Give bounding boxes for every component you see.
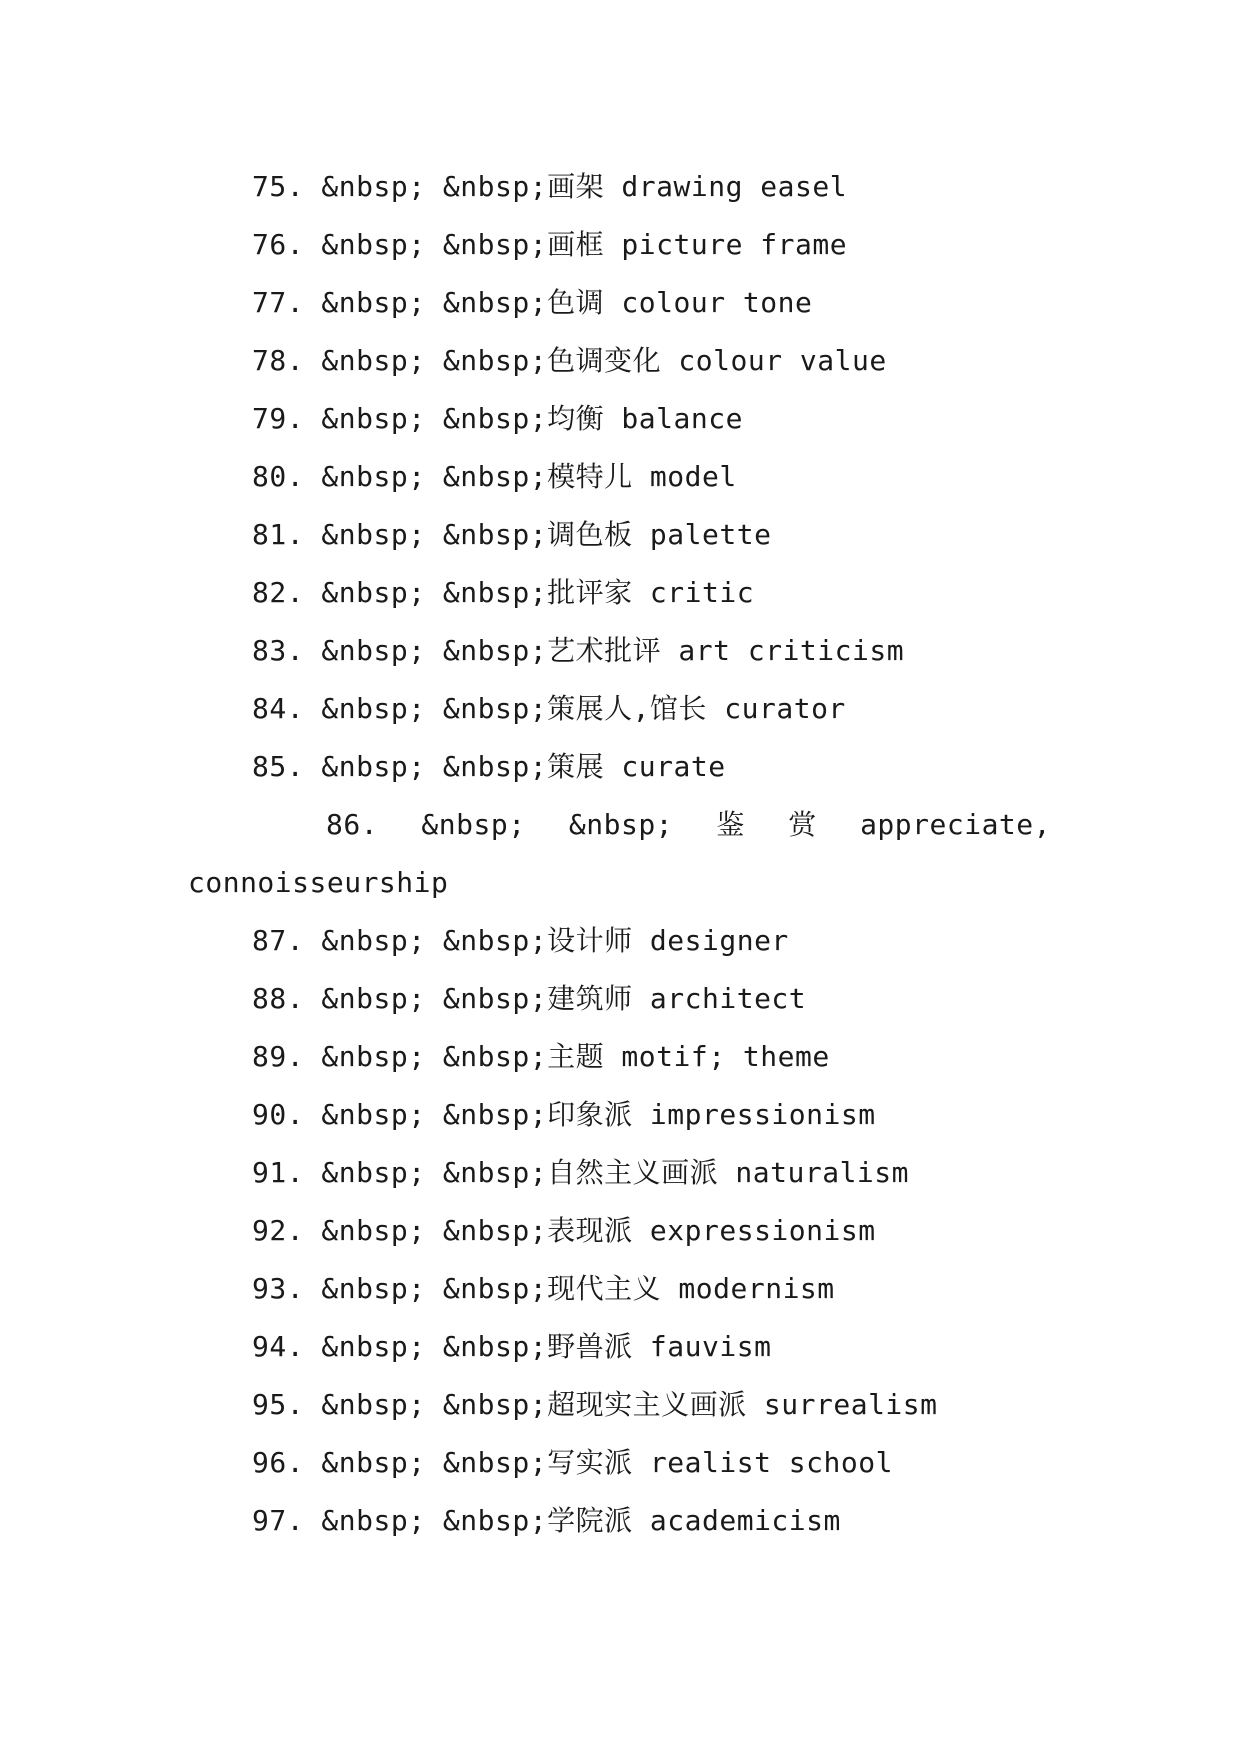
item-86-char-1: 鉴 [716,808,745,841]
list-item: 93. &nbsp; &nbsp;现代主义 modernism [252,1272,835,1305]
list-item: 84. &nbsp; &nbsp;策展人,馆长 curator [252,692,846,725]
list-item: 88. &nbsp; &nbsp;建筑师 architect [252,982,807,1015]
list-item-86 [0,796,1241,854]
list-item: 80. &nbsp; &nbsp;模特儿 model [252,460,737,493]
list-item: 91. &nbsp; &nbsp;自然主义画派 naturalism [252,1156,910,1189]
list-item: 90. &nbsp; &nbsp;印象派 impressionism [252,1098,876,1131]
list-item: 79. &nbsp; &nbsp;均衡 balance [252,402,743,435]
item-86-char-2: 赏 [788,808,817,841]
list-item: 81. &nbsp; &nbsp;调色板 palette [252,518,772,551]
item-86-english: appreciate, [860,808,1051,841]
list-item: 78. &nbsp; &nbsp;色调变化 colour value [252,344,887,377]
list-item: 77. &nbsp; &nbsp;色调 colour tone [252,286,813,319]
item-86-space-2: &nbsp; [568,808,674,841]
list-item: 95. &nbsp; &nbsp;超现实主义画派 surrealism [252,1388,938,1421]
list-item-86-continuation: connoisseurship [188,866,449,899]
list-item: 85. &nbsp; &nbsp;策展 curate [252,750,726,783]
list-item: 83. &nbsp; &nbsp;艺术批评 art criticism [252,634,905,667]
list-item: 87. &nbsp; &nbsp;设计师 designer [252,924,789,957]
item-86-space-1: &nbsp; [421,808,526,841]
list-item: 97. &nbsp; &nbsp;学院派 academicism [252,1504,841,1537]
item-86-number: 86. [326,808,379,841]
list-item: 75. &nbsp; &nbsp;画架 drawing easel [252,170,848,203]
list-item: 92. &nbsp; &nbsp;表现派 expressionism [252,1214,876,1247]
list-item: 76. &nbsp; &nbsp;画框 picture frame [252,228,848,261]
list-item: 96. &nbsp; &nbsp;写实派 realist school [252,1446,893,1479]
vocabulary-list [0,158,1241,1550]
list-item: 94. &nbsp; &nbsp;野兽派 fauvism [252,1330,772,1363]
list-item: 89. &nbsp; &nbsp;主题 motif; theme [252,1040,830,1073]
list-item: 82. &nbsp; &nbsp;批评家 critic [252,576,755,609]
